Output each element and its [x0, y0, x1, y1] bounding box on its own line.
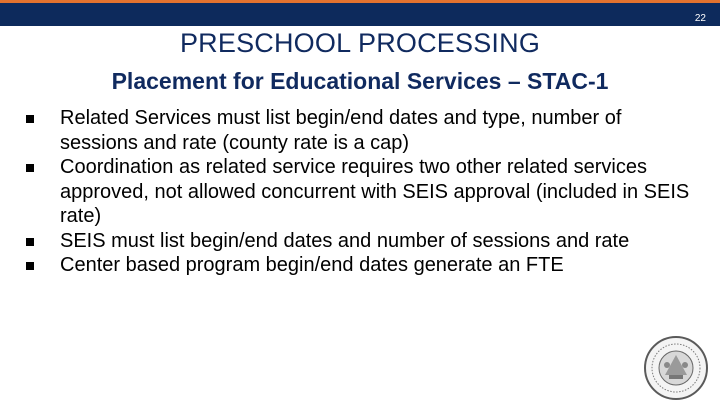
- square-bullet-icon: [26, 238, 34, 246]
- bullet-list: [24, 106, 704, 278]
- square-bullet-icon: [26, 164, 34, 172]
- bullet-text: Center based program begin/end dates generate an FTE: [60, 254, 564, 276]
- bullet-item: [24, 253, 650, 278]
- square-bullet-icon: [26, 115, 34, 123]
- page-subtitle: Placement for Educational Services – STAC-1: [111, 68, 609, 94]
- slide-number: 22: [694, 13, 706, 24]
- square-bullet-icon: [26, 262, 34, 270]
- header-band: [0, 0, 720, 26]
- bullet-text: Related Services must list begin/end dates and type, number of sessions and rate (county rate is a cap): [60, 107, 622, 154]
- state-seal-icon: [643, 335, 709, 401]
- bullet-item: [24, 106, 660, 155]
- bullet-item: [24, 229, 680, 254]
- bullet-item: [24, 155, 710, 229]
- bullet-text: Coordination as related service requires two other related services approved, not allowed concurrent with SEIS approval (included in SEIS rate): [60, 156, 690, 227]
- page-title: PRESCHOOL PROCESSING: [179, 28, 541, 58]
- bullet-text: SEIS must list begin/end dates and number of sessions and rate: [60, 229, 630, 252]
